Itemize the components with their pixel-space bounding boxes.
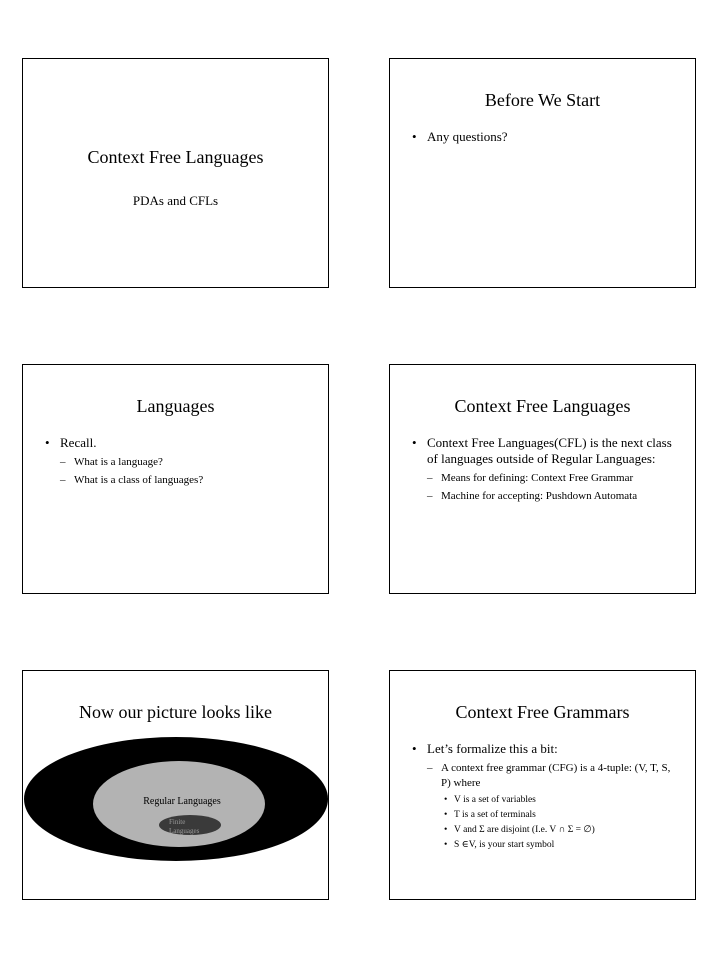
slide-title: Languages xyxy=(136,396,215,416)
slide-title: Context Free Languages xyxy=(454,396,631,416)
sub-sub-bullet-text: S ∈V, is your start symbol xyxy=(454,840,555,850)
bullet-text: Any questions? xyxy=(427,129,508,144)
sub-bullet-item xyxy=(412,489,681,504)
sub-sub-bullet-text: T is a set of terminals xyxy=(454,810,536,820)
slide-title: Now our picture looks like xyxy=(79,702,272,722)
bullet-item xyxy=(412,435,681,467)
bullet-text: Context Free Languages(CFL) is the next class of languages outside of Regular Languages: xyxy=(427,435,672,466)
bullet-marker: • xyxy=(412,129,417,144)
sub-bullet-text: A context free grammar (CFG) is a 4-tuple: (V, T, S, P) where xyxy=(441,762,671,789)
slide-title: Before We Start xyxy=(484,90,601,110)
slide-subtitle: PDAs and CFLs xyxy=(132,193,219,208)
bullet-item xyxy=(412,129,681,145)
sub-bullet-item xyxy=(45,473,314,488)
bullet-marker: • xyxy=(412,435,417,450)
bullet-marker: • xyxy=(444,795,448,805)
language-hierarchy-diagram xyxy=(23,671,330,901)
sub-bullet-item xyxy=(412,761,681,791)
finite-label-line2: Languages xyxy=(169,827,200,835)
sub-sub-bullet-item xyxy=(412,824,681,837)
sub-bullet-item xyxy=(45,455,314,470)
finite-label-line1: Finite xyxy=(169,818,186,826)
slide-1 xyxy=(22,58,329,288)
sub-sub-bullet-item xyxy=(412,794,681,807)
bullet-marker: • xyxy=(444,840,448,850)
slide-content xyxy=(412,435,681,507)
dash-marker: – xyxy=(427,762,433,774)
dash-marker: – xyxy=(60,456,66,468)
slide-title: Context Free Grammars xyxy=(455,702,630,722)
sub-sub-bullet-item xyxy=(412,809,681,822)
bullet-text: Let’s formalize this a bit: xyxy=(427,741,558,756)
sub-bullet-text: What is a language? xyxy=(74,456,163,468)
sub-bullet-item xyxy=(412,471,681,486)
sub-bullet-text: Means for defining: Context Free Grammar xyxy=(441,472,634,484)
bullet-marker: • xyxy=(412,741,417,756)
dash-marker: – xyxy=(427,472,433,484)
slide-content xyxy=(412,741,681,854)
regular-languages-label: Regular Languages xyxy=(143,796,221,807)
slide-title: Context Free Languages xyxy=(87,147,264,167)
sub-sub-bullet-text: V and Σ are disjoint (I.e. V ∩ Σ = ∅) xyxy=(454,825,595,835)
bullet-marker: • xyxy=(444,825,448,835)
bullet-marker: • xyxy=(45,435,50,450)
slide-5 xyxy=(22,670,329,900)
slide-content xyxy=(412,129,681,149)
sub-bullet-text: What is a class of languages? xyxy=(74,474,204,486)
slide-4 xyxy=(389,364,696,594)
sub-bullet-text: Machine for accepting: Pushdown Automata xyxy=(441,490,638,502)
slide-2 xyxy=(389,58,696,288)
bullet-item xyxy=(412,741,681,757)
bullet-item xyxy=(45,435,314,451)
sub-sub-bullet-text: V is a set of variables xyxy=(454,795,536,805)
sub-sub-bullet-item xyxy=(412,839,681,852)
bullet-text: Recall. xyxy=(60,435,97,450)
slide-3 xyxy=(22,364,329,594)
dash-marker: – xyxy=(60,474,66,486)
bullet-marker: • xyxy=(444,810,448,820)
dash-marker: – xyxy=(427,490,433,502)
slide-6 xyxy=(389,670,696,900)
slide-content xyxy=(45,435,314,491)
